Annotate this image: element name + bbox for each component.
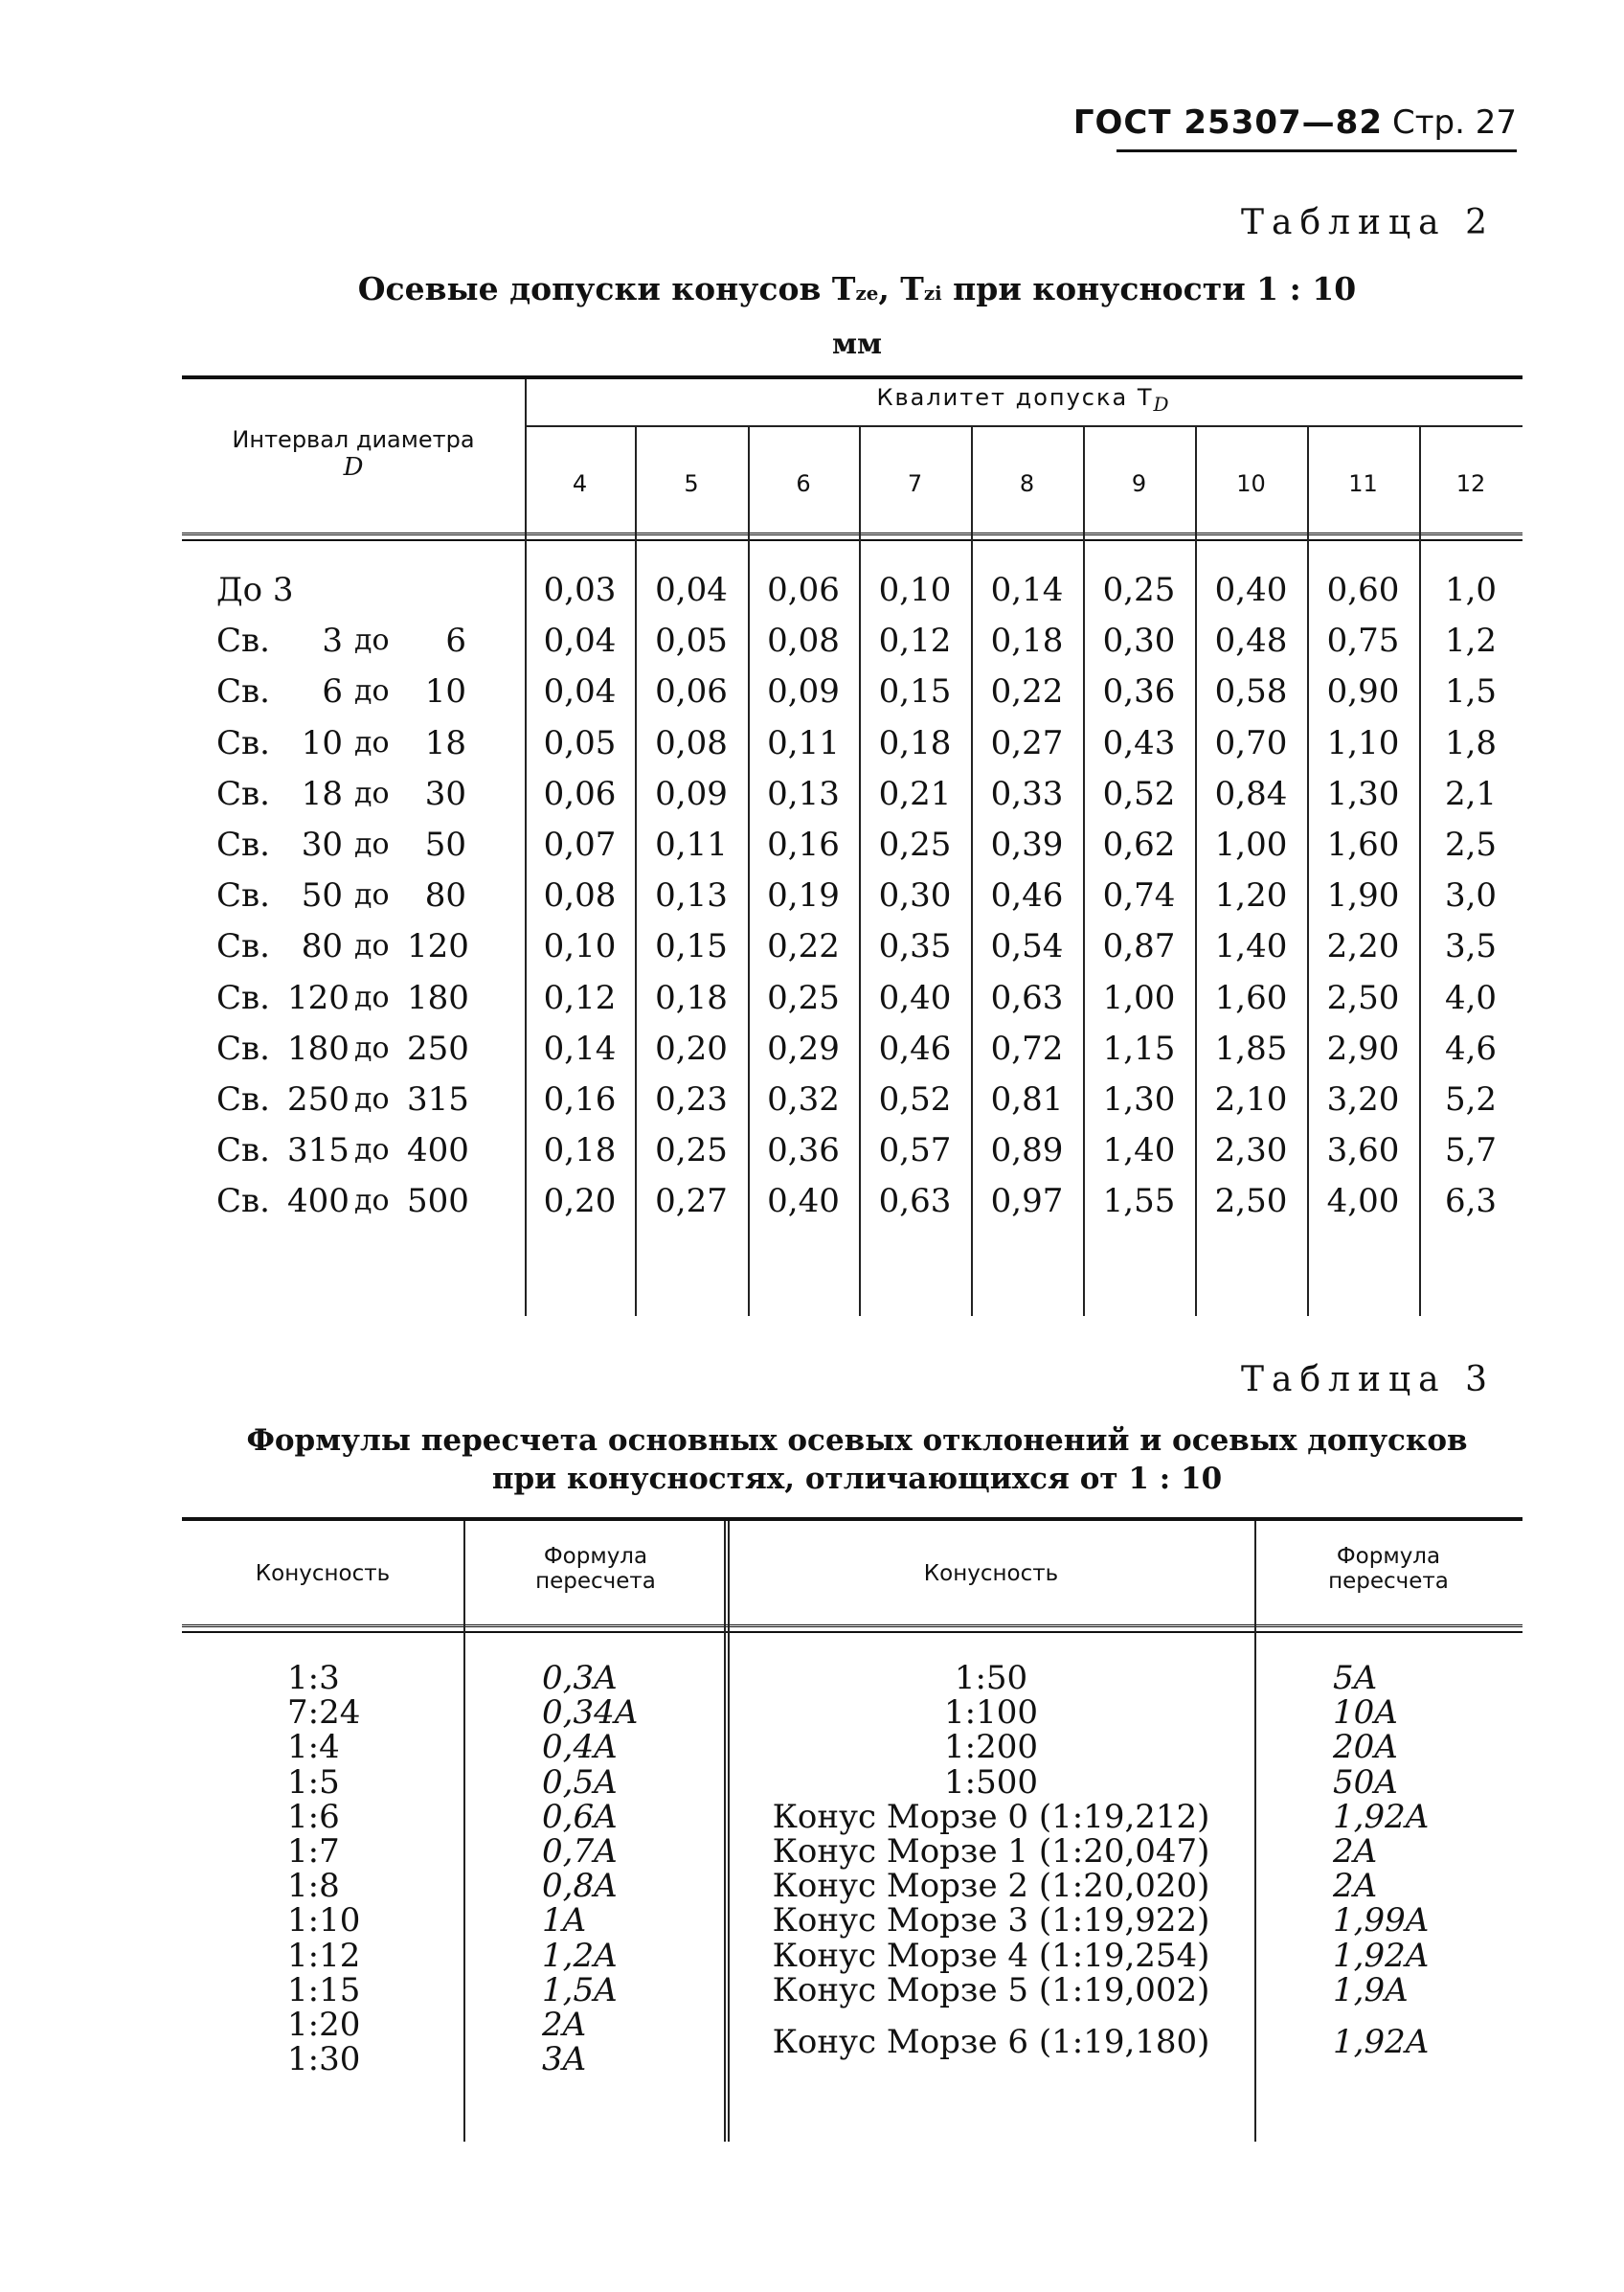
table2-row-do: до xyxy=(354,674,390,708)
table2-cell: 0,18 xyxy=(655,979,728,1017)
table3-right-formula: 5A xyxy=(1333,1659,1378,1697)
table2-cell: 4,00 xyxy=(1326,1182,1400,1220)
table2-cell: 1,30 xyxy=(1326,775,1400,813)
table2-col-header-left-var: D xyxy=(343,452,364,482)
table3-left-formula: 0,5A xyxy=(542,1763,618,1802)
table2-cell: 0,90 xyxy=(1326,672,1400,711)
table2-row-do: до xyxy=(354,981,390,1014)
table2-cell: 5,7 xyxy=(1444,1131,1498,1169)
table2-grade-header: 11 xyxy=(1348,470,1378,497)
table2-cell: 4,0 xyxy=(1444,979,1498,1017)
table2-cell: 0,09 xyxy=(767,672,840,711)
table2-cell: 4,6 xyxy=(1444,1030,1498,1068)
table2-title-sub2: zi xyxy=(923,282,942,305)
table2-cell: 1,85 xyxy=(1214,1030,1288,1068)
table2-col-header-left-text: Интервал диаметра xyxy=(232,426,475,453)
table2-cell: 0,05 xyxy=(543,724,617,762)
table2-row-prefix: Св. xyxy=(216,1080,270,1119)
table2-cell: 0,54 xyxy=(990,927,1064,965)
table2-row-do: до xyxy=(354,929,390,963)
table2-row-from: 315 xyxy=(287,1131,350,1169)
table2-row-prefix: Св. xyxy=(216,1030,270,1068)
table2-row-to: 6 xyxy=(445,622,466,660)
table2-row-prefix: Св. xyxy=(216,672,270,711)
table2-row-do: до xyxy=(354,828,390,861)
table2-row-do: до xyxy=(354,878,390,912)
page-number: Стр. 27 xyxy=(1391,103,1517,142)
table2-cell: 1,55 xyxy=(1102,1182,1176,1220)
table2-cell: 0,75 xyxy=(1326,622,1400,660)
table3-vline xyxy=(1254,1521,1256,2142)
table2-title-sep: , T xyxy=(878,270,924,307)
table2-cell: 0,14 xyxy=(543,1030,617,1068)
table3-left-ratio: 7:24 xyxy=(287,1693,361,1732)
table3-left-formula: 0,3A xyxy=(542,1659,618,1697)
table2-cell: 0,48 xyxy=(1214,622,1288,660)
table2-unit: мм xyxy=(831,328,883,361)
table2-row-to: 180 xyxy=(407,979,469,1017)
table2-row-from: 3 xyxy=(322,622,343,660)
table2-cell: 0,11 xyxy=(767,724,840,762)
table2-grade-header: 5 xyxy=(684,470,699,497)
table2-cell: 1,90 xyxy=(1326,876,1400,915)
table3-vline xyxy=(463,1521,465,2142)
table2-cell: 0,18 xyxy=(543,1131,617,1169)
table3-left-ratio: 1:4 xyxy=(287,1728,340,1766)
table3-header: Конусность xyxy=(255,1561,391,1586)
table3-vline-double-a xyxy=(724,1521,726,2142)
table2-row-do: до xyxy=(354,1082,390,1116)
table2-row-to: 120 xyxy=(407,927,469,965)
table2-group-header xyxy=(525,385,1522,416)
header-rule xyxy=(1116,149,1517,152)
table2-cell: 0,63 xyxy=(878,1182,952,1220)
table2-row-to: 80 xyxy=(424,876,466,915)
table3-left-ratio: 1:30 xyxy=(287,2040,361,2078)
page-header xyxy=(1073,103,1517,142)
table2-cell: 0,81 xyxy=(990,1080,1064,1119)
table2-row-from: 6 xyxy=(322,672,343,711)
table2-cell: 0,46 xyxy=(878,1030,952,1068)
table2-cell: 1,30 xyxy=(1102,1080,1176,1119)
table3-left-formula: 2A xyxy=(542,2006,587,2044)
table3-header: Формула пересчета xyxy=(535,1544,656,1595)
table2-row-to: 250 xyxy=(407,1030,469,1068)
table2-cell: 2,50 xyxy=(1214,1182,1288,1220)
table2-cell: 0,08 xyxy=(655,724,728,762)
table2-cell: 5,2 xyxy=(1444,1080,1498,1119)
table2-row-from: 80 xyxy=(301,927,343,965)
table2-cell: 0,30 xyxy=(878,876,952,915)
table2-cell: 0,19 xyxy=(767,876,840,915)
table3-right-formula: 10A xyxy=(1333,1693,1398,1732)
table3-left-ratio: 1:10 xyxy=(287,1901,361,1940)
table3-left-formula: 1A xyxy=(542,1901,587,1940)
table3-left-ratio: 1:7 xyxy=(287,1832,340,1871)
table2-row-prefix: Св. xyxy=(216,927,270,965)
table2-row-to: 18 xyxy=(424,724,466,762)
table2-cell: 1,15 xyxy=(1102,1030,1176,1068)
table2-cell: 0,06 xyxy=(767,571,840,609)
table2-cell: 2,90 xyxy=(1326,1030,1400,1068)
table3-right-formula: 20A xyxy=(1333,1728,1398,1766)
table2-row-label: До 3 xyxy=(216,571,294,609)
table2-row-to: 500 xyxy=(407,1182,469,1220)
table2-title xyxy=(182,270,1532,307)
table2-cell: 0,87 xyxy=(1102,927,1176,965)
table2-row-do: до xyxy=(354,1184,390,1217)
table2-cell: 0,30 xyxy=(1102,622,1176,660)
table2-row-prefix: Св. xyxy=(216,876,270,915)
table2-row-prefix: Св. xyxy=(216,622,270,660)
table2-label: Таблица 2 xyxy=(1241,203,1495,242)
table2-cell: 0,14 xyxy=(990,571,1064,609)
table3-right-ratio: Конус Морзе 3 (1:19,922) xyxy=(772,1901,1210,1940)
table2-cell: 2,5 xyxy=(1444,826,1498,864)
table3-right-formula: 1,99A xyxy=(1333,1901,1430,1940)
table2-row-prefix: Св. xyxy=(216,826,270,864)
table3-left-ratio: 1:5 xyxy=(287,1763,340,1802)
table2-cell: 0,11 xyxy=(655,826,728,864)
table2-cell: 0,32 xyxy=(767,1080,840,1119)
table2-cell: 0,25 xyxy=(1102,571,1176,609)
table3-right-ratio: 1:100 xyxy=(944,1693,1038,1732)
table2-col-header-left xyxy=(182,427,525,482)
table2-cell: 3,20 xyxy=(1326,1080,1400,1119)
table2-cell: 0,13 xyxy=(655,876,728,915)
table2-cell: 0,46 xyxy=(990,876,1064,915)
table2-cell: 0,06 xyxy=(655,672,728,711)
table2-row-to: 10 xyxy=(424,672,466,711)
table3-right-ratio: 1:50 xyxy=(954,1659,1028,1697)
table2-cell: 0,25 xyxy=(655,1131,728,1169)
table2-cell: 1,0 xyxy=(1444,571,1498,609)
table2-cell: 0,05 xyxy=(655,622,728,660)
table2-cell: 0,16 xyxy=(767,826,840,864)
table2-cell: 0,25 xyxy=(878,826,952,864)
table2-grade-header: 10 xyxy=(1236,470,1266,497)
table2-row-from: 50 xyxy=(301,876,343,915)
table2-cell: 0,07 xyxy=(543,826,617,864)
table2-cell: 0,62 xyxy=(1102,826,1176,864)
table2-cell: 1,40 xyxy=(1214,927,1288,965)
table2-cell: 2,1 xyxy=(1444,775,1498,813)
table2-cell: 0,40 xyxy=(1214,571,1288,609)
table2-row-to: 315 xyxy=(407,1080,469,1119)
table2-cell: 0,20 xyxy=(543,1182,617,1220)
table2-row-to: 30 xyxy=(424,775,466,813)
table3-left-formula: 3A xyxy=(542,2040,587,2078)
table2-cell: 0,20 xyxy=(655,1030,728,1068)
table2-grade-header: 8 xyxy=(1019,470,1035,497)
table3-left-formula: 0,7A xyxy=(542,1832,618,1871)
table2-cell: 0,16 xyxy=(543,1080,617,1119)
table2-row-from: 400 xyxy=(287,1182,350,1220)
table2-row-prefix: Св. xyxy=(216,1182,270,1220)
table2-cell: 0,97 xyxy=(990,1182,1064,1220)
table3-left-formula: 1,5A xyxy=(542,1971,618,2009)
table2-cell: 3,0 xyxy=(1444,876,1498,915)
table2-cell: 0,40 xyxy=(767,1182,840,1220)
table3-left-ratio: 1:3 xyxy=(287,1659,340,1697)
table2-cell: 0,40 xyxy=(878,979,952,1017)
table2-cell: 0,33 xyxy=(990,775,1064,813)
table3-left-formula: 0,6A xyxy=(542,1798,618,1836)
table2-cell: 0,27 xyxy=(990,724,1064,762)
table3-right-formula: 1,9A xyxy=(1333,1971,1409,2009)
table2-cell: 2,50 xyxy=(1326,979,1400,1017)
table3-left-formula: 1,2A xyxy=(542,1937,618,1975)
table2-cell: 2,30 xyxy=(1214,1131,1288,1169)
table2-row-from: 30 xyxy=(301,826,343,864)
table2-cell: 0,36 xyxy=(1102,672,1176,711)
table2-top-rule xyxy=(182,375,1522,379)
table3-left-ratio: 1:12 xyxy=(287,1937,361,1975)
table2-row-from: 10 xyxy=(301,724,343,762)
table2-cell: 2,10 xyxy=(1214,1080,1288,1119)
table2-row-do: до xyxy=(354,624,390,657)
table2-cell: 1,00 xyxy=(1102,979,1176,1017)
table2-row-to: 400 xyxy=(407,1131,469,1169)
table2-title-main: Осевые допуски конусов T xyxy=(357,270,856,307)
table2-cell: 0,12 xyxy=(543,979,617,1017)
table2-cell: 0,15 xyxy=(655,927,728,965)
table2-cell: 0,84 xyxy=(1214,775,1288,813)
table2-cell: 0,89 xyxy=(990,1131,1064,1169)
table2-row-do: до xyxy=(354,1032,390,1065)
table2-cell: 0,72 xyxy=(990,1030,1064,1068)
table3-left-ratio: 1:8 xyxy=(287,1867,340,1905)
table2-group-rule xyxy=(525,425,1522,427)
table3-left-ratio: 1:15 xyxy=(287,1971,361,2009)
table2-header-rule xyxy=(182,533,1522,541)
table2-cell: 6,3 xyxy=(1444,1182,1498,1220)
table2-cell: 0,70 xyxy=(1214,724,1288,762)
table2-cell: 0,22 xyxy=(990,672,1064,711)
table3-header-rule xyxy=(182,1624,1522,1633)
table3-title-line2: при конусностях, отличающихся от 1 : 10 xyxy=(491,1462,1223,1496)
table3-right-ratio: 1:200 xyxy=(944,1728,1038,1766)
table2-cell: 0,18 xyxy=(878,724,952,762)
table2-cell: 1,20 xyxy=(1214,876,1288,915)
table2-cell: 1,8 xyxy=(1444,724,1498,762)
table3-right-ratio: Конус Морзе 5 (1:19,002) xyxy=(772,1971,1210,2009)
table2-cell: 0,27 xyxy=(655,1182,728,1220)
table3-right-formula: 1,92A xyxy=(1333,1937,1430,1975)
table2-grade-header: 12 xyxy=(1455,470,1486,497)
table2-cell: 0,35 xyxy=(878,927,952,965)
table2-title-sub1: ze xyxy=(855,282,879,305)
table3-left-ratio: 1:20 xyxy=(287,2006,361,2044)
table2-cell: 0,15 xyxy=(878,672,952,711)
table2-group-header-sub: D xyxy=(1153,392,1171,416)
table2-cell: 1,2 xyxy=(1444,622,1498,660)
table3-title-line1: Формулы пересчета основных осевых отклонений и осевых допусков xyxy=(246,1423,1468,1458)
table3-left-formula: 0,4A xyxy=(542,1728,618,1766)
table2-cell: 3,60 xyxy=(1326,1131,1400,1169)
table2-cell: 0,25 xyxy=(767,979,840,1017)
table2-cell: 0,09 xyxy=(655,775,728,813)
table3-right-ratio: Конус Морзе 0 (1:19,212) xyxy=(772,1798,1210,1836)
table2-row-prefix: Св. xyxy=(216,979,270,1017)
table2-cell: 0,23 xyxy=(655,1080,728,1119)
table2-row-to: 50 xyxy=(424,826,466,864)
table2-cell: 1,60 xyxy=(1326,826,1400,864)
table2-cell: 0,06 xyxy=(543,775,617,813)
table2-row-prefix: Св. xyxy=(216,775,270,813)
table2-cell: 0,08 xyxy=(767,622,840,660)
table2-grade-header: 9 xyxy=(1131,470,1147,497)
table2-cell: 0,29 xyxy=(767,1030,840,1068)
table2-cell: 1,60 xyxy=(1214,979,1288,1017)
table2-cell: 2,20 xyxy=(1326,927,1400,965)
table2-cell: 0,36 xyxy=(767,1131,840,1169)
table2-grade-header: 4 xyxy=(572,470,588,497)
table2-cell: 0,18 xyxy=(990,622,1064,660)
table3-right-formula: 2A xyxy=(1333,1832,1378,1871)
table2-cell: 0,52 xyxy=(1102,775,1176,813)
table2-cell: 0,43 xyxy=(1102,724,1176,762)
table3-left-formula: 0,34A xyxy=(542,1693,639,1732)
table2-cell: 0,08 xyxy=(543,876,617,915)
table3-top-rule xyxy=(182,1517,1522,1521)
table3-right-ratio: Конус Морзе 2 (1:20,020) xyxy=(772,1867,1210,1905)
table2-row-from: 120 xyxy=(287,979,350,1017)
table2-cell: 0,21 xyxy=(878,775,952,813)
table2-cell: 0,03 xyxy=(543,571,617,609)
table2-cell: 0,63 xyxy=(990,979,1064,1017)
table3-right-ratio: Конус Морзе 6 (1:19,180) xyxy=(772,2023,1210,2061)
table3-right-ratio: Конус Морзе 1 (1:20,047) xyxy=(772,1832,1210,1871)
table3-right-formula: 2A xyxy=(1333,1867,1378,1905)
table2-title-tail: при конусности 1 : 10 xyxy=(941,270,1357,307)
table2-cell: 0,10 xyxy=(543,927,617,965)
table2-cell: 1,00 xyxy=(1214,826,1288,864)
table2-row-do: до xyxy=(354,726,390,760)
table2-cell: 1,10 xyxy=(1326,724,1400,762)
table2-cell: 0,60 xyxy=(1326,571,1400,609)
table2-row-from: 18 xyxy=(301,775,343,813)
table2-cell: 0,04 xyxy=(655,571,728,609)
table3-left-formula: 0,8A xyxy=(542,1867,618,1905)
table3-header: Конусность xyxy=(923,1561,1059,1586)
table3-label: Таблица 3 xyxy=(1241,1360,1495,1399)
table3-right-formula: 1,92A xyxy=(1333,2023,1430,2061)
table2-cell: 3,5 xyxy=(1444,927,1498,965)
table3-header: Формула пересчета xyxy=(1328,1544,1449,1595)
table2-grade-header: 6 xyxy=(796,470,811,497)
table2-cell: 0,57 xyxy=(878,1131,952,1169)
table2-cell: 0,10 xyxy=(878,571,952,609)
table2-cell: 0,39 xyxy=(990,826,1064,864)
table3-left-ratio: 1:6 xyxy=(287,1798,340,1836)
table2-cell: 0,04 xyxy=(543,622,617,660)
table3-right-ratio: 1:500 xyxy=(944,1763,1038,1802)
table2-cell: 0,52 xyxy=(878,1080,952,1119)
table2-row-prefix: Св. xyxy=(216,724,270,762)
table2-row-prefix: Св. xyxy=(216,1131,270,1169)
table2-cell: 0,22 xyxy=(767,927,840,965)
table2-row-from: 180 xyxy=(287,1030,350,1068)
table3-right-formula: 1,92A xyxy=(1333,1798,1430,1836)
gost-number: ГОСТ 25307—82 xyxy=(1072,103,1383,142)
table2-row-from: 250 xyxy=(287,1080,350,1119)
table2-row-do: до xyxy=(354,1133,390,1167)
table2-cell: 0,58 xyxy=(1214,672,1288,711)
table3-right-ratio: Конус Морзе 4 (1:19,254) xyxy=(772,1937,1210,1975)
table3-right-formula: 50A xyxy=(1333,1763,1398,1802)
table2-group-header-text: Квалитет допуска T xyxy=(876,384,1154,411)
table2-cell: 0,74 xyxy=(1102,876,1176,915)
table2-cell: 1,5 xyxy=(1444,672,1498,711)
table2-cell: 0,04 xyxy=(543,672,617,711)
table2-cell: 0,13 xyxy=(767,775,840,813)
table2-cell: 1,40 xyxy=(1102,1131,1176,1169)
table2-cell: 0,12 xyxy=(878,622,952,660)
table2-grade-header: 7 xyxy=(907,470,923,497)
table2-row-do: до xyxy=(354,777,390,810)
